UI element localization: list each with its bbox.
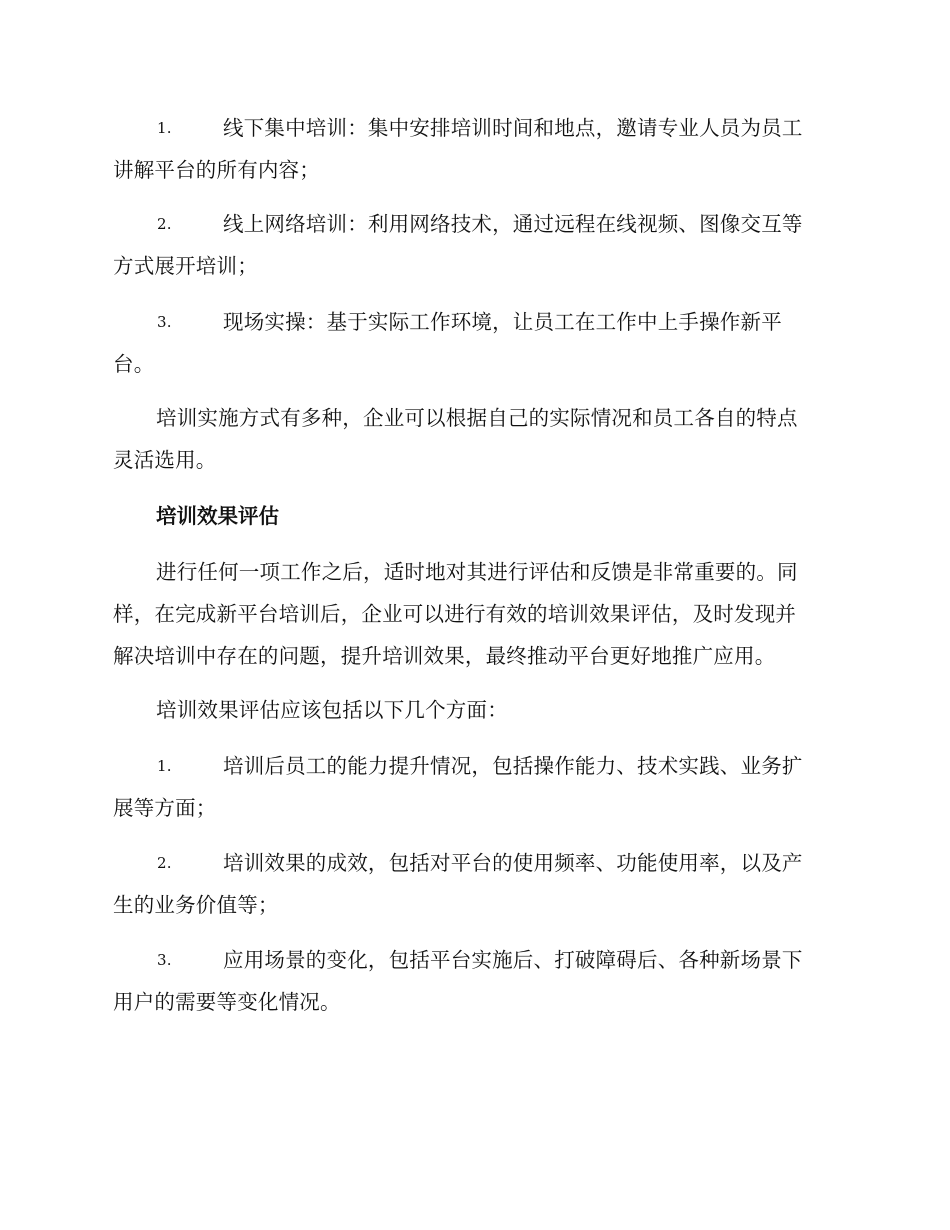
- section-heading: 培训效果评估: [156, 504, 279, 528]
- list-item-text: 应用场景的变化，包括平台实施后、打破障碍后、各种新场景下: [223, 948, 803, 972]
- list-item-text-continued: 生的业务价值等；: [113, 893, 279, 917]
- paragraph-line: 样，在完成新平台培训后，企业可以进行有效的培训效果评估，及时发现并: [113, 602, 797, 626]
- paragraph-aspects: [113, 689, 833, 731]
- list-number: 2.: [157, 854, 172, 872]
- list-item-text: 现场实操：基于实际工作环境，让员工在工作中上手操作新平: [223, 310, 782, 334]
- list-item-text-continued: 用户的需要等变化情况。: [113, 990, 341, 1014]
- paragraph-evaluation: [113, 551, 833, 677]
- list-number: 1.: [157, 119, 172, 137]
- paragraph-methods: [113, 397, 833, 481]
- list-item-text-continued: 讲解平台的所有内容；: [113, 158, 320, 182]
- list-item-text: 线上网络培训：利用网络技术，通过远程在线视频、图像交互等: [223, 212, 803, 236]
- list-number: 3.: [157, 313, 172, 331]
- list-item: [113, 301, 833, 385]
- list-item: [113, 107, 833, 191]
- list-item-text: 培训效果的成效，包括对平台的使用频率、功能使用率，以及产: [223, 851, 803, 875]
- paragraph-line: 灵活选用。: [113, 448, 217, 472]
- list-number: 2.: [157, 215, 172, 233]
- list-item-text-continued: 方式展开培训；: [113, 254, 258, 278]
- paragraph-line: 进行任何一项工作之后，适时地对其进行评估和反馈是非常重要的。同: [156, 560, 798, 584]
- list-item-text-continued: 展等方面；: [113, 796, 217, 820]
- list-number: 1.: [157, 757, 172, 775]
- list-item-text: 线下集中培训：集中安排培训时间和地点，邀请专业人员为员工: [223, 116, 803, 140]
- list-item: [113, 842, 833, 926]
- list-item: [113, 745, 833, 829]
- list-item-text: 培训后员工的能力提升情况，包括操作能力、技术实践、业务扩: [223, 754, 803, 778]
- paragraph-line: 解决培训中存在的问题，提升培训效果，最终推动平台更好地推广应用。: [113, 644, 776, 668]
- list-number: 3.: [157, 951, 172, 969]
- list-item: [113, 939, 833, 1023]
- list-item: [113, 203, 833, 287]
- paragraph-line: 培训效果评估应该包括以下几个方面：: [156, 698, 508, 722]
- list-item-text-continued: 台。: [113, 352, 155, 376]
- paragraph-line: 培训实施方式有多种，企业可以根据自己的实际情况和员工各自的特点: [156, 406, 798, 430]
